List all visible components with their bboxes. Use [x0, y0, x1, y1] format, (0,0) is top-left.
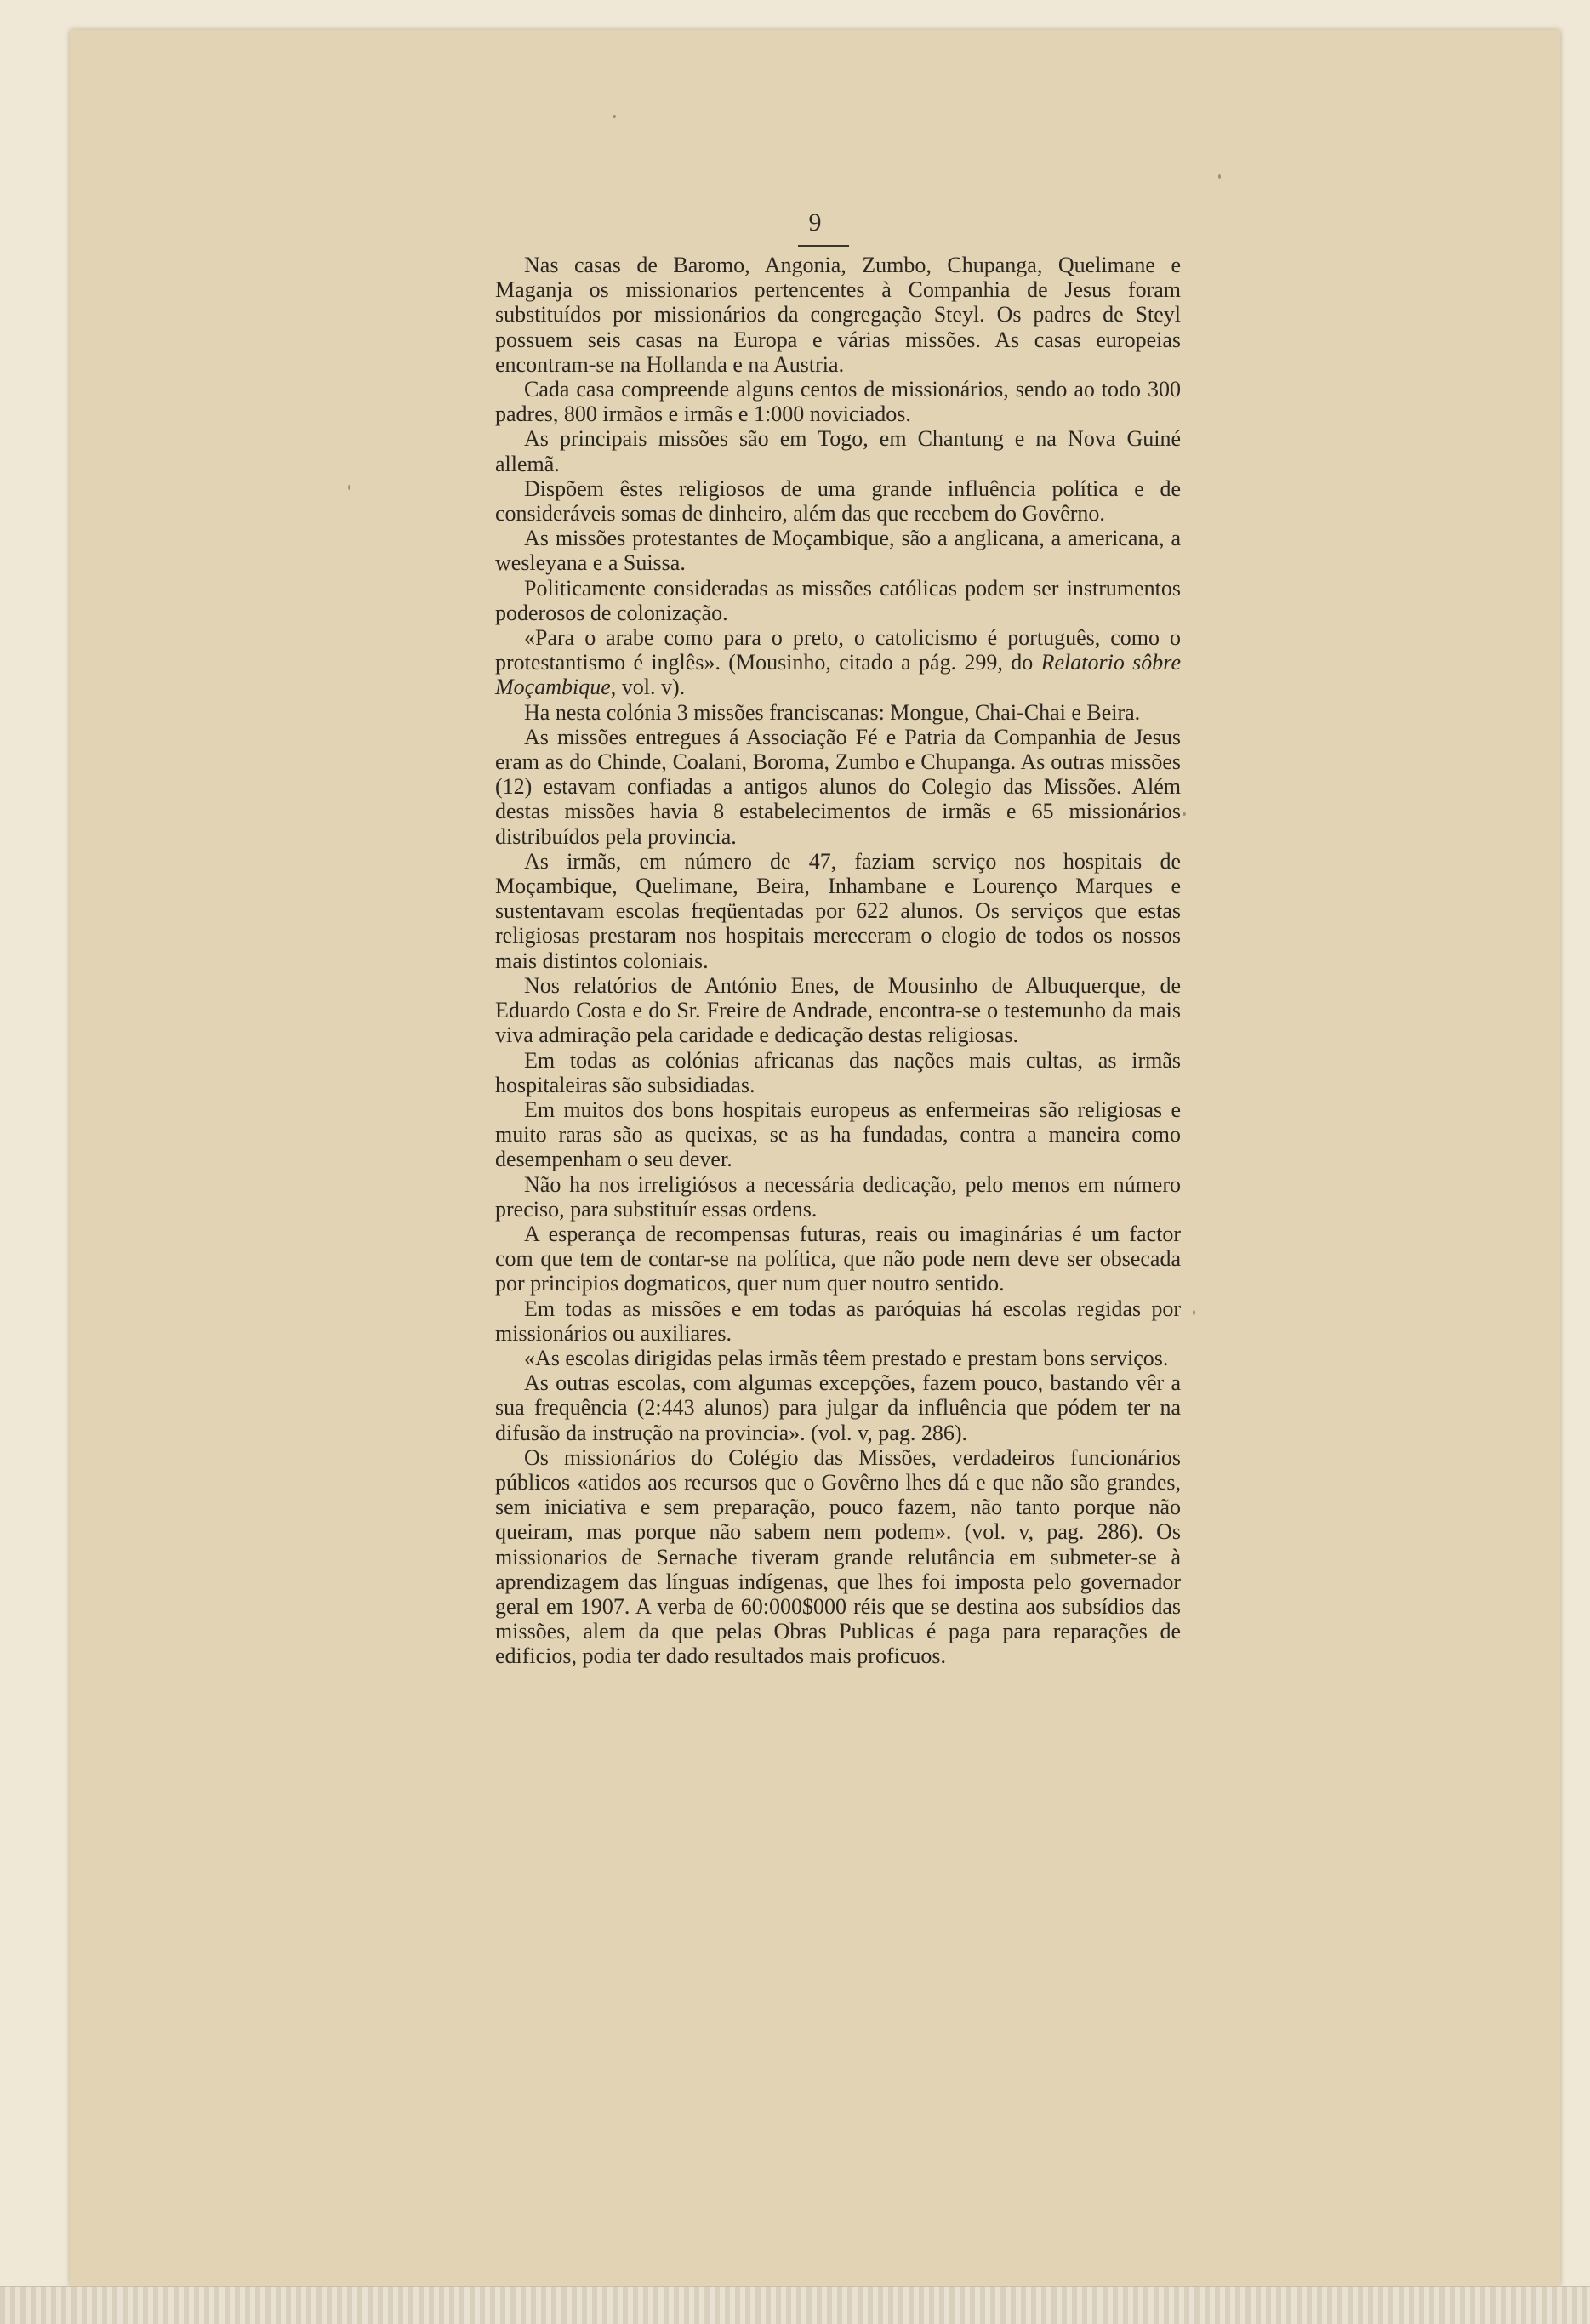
- page-number-rule: [798, 245, 849, 247]
- paper-speck: [1193, 1310, 1195, 1315]
- paragraph: As missões entregues á Associação Fé e Patria da Companhia de Jesus eram as do Chinde, Coalani, Boroma, Zumbo e Chupanga. As outras missões (12) estavam confiadas a antigos alunos do Colegio das Missões. Além destas missões havia 8 estabelecimentos de irmãs e 65 missionários distribuídos pela provincia.: [495, 724, 1181, 849]
- paragraph: As outras escolas, com algumas excepções, fazem pouco, bastando vêr a sua frequência (2:443 alunos) para julgar da influência que pódem ter na difusão da instrução na provincia». (vol. v, pag. 286).: [495, 1370, 1181, 1445]
- paper-speck: [613, 115, 616, 118]
- citation-text-after: , vol. v).: [610, 675, 686, 700]
- paper-speck: [1218, 174, 1221, 179]
- paragraph: Cada casa compreende alguns centos de missionários, sendo ao todo 300 padres, 800 irmãos e irmãs e 1:000 noviciados.: [495, 377, 1181, 427]
- paragraph: Em muitos dos bons hospitais europeus as enfermeiras são religiosas e muito raras são as queixas, se as ha fundadas, contra a maneira como desempenham o seu dever.: [495, 1096, 1181, 1172]
- citation-text-before: «Para o arabe como para o preto, o catolicismo é português, como o protestantismo é inglês». (Mousinho, citado a pág. 299, do: [495, 625, 1181, 675]
- paragraph: «As escolas dirigidas pelas irmãs têem prestado e prestam bons serviços.: [524, 1345, 1169, 1370]
- paragraph: A esperança de recompensas futuras, reais ou imaginárias é um factor com que tem de contar-se na política, que não pode nem deve ser obsecada por principios dogmaticos, quer num quer noutro sentido.: [495, 1221, 1181, 1296]
- scanner-ruler: [0, 2286, 1590, 2324]
- book-page: [70, 30, 1560, 2286]
- body-text: [495, 253, 1181, 1669]
- paragraph: Em todas as missões e em todas as paróquias há escolas regidas por missionários ou auxiliares.: [495, 1296, 1181, 1346]
- paragraph: Nos relatórios de António Enes, de Mousinho de Albuquerque, de Eduardo Costa e do Sr. Freire de Andrade, encontra-se o testemunho da mais viva admiração pela caridade e dedicação destas religiosas.: [495, 972, 1181, 1048]
- paragraph: Nas casas de Baromo, Angonia, Zumbo, Chupanga, Quelimane e Maganja os missionarios pertencentes à Companhia de Jesus foram substituídos por missionários da congregação Steyl. Os padres de Steyl possuem seis casas na Europa e várias missões. As casas europeias encontram-se na Hollanda e na Austria.: [495, 253, 1181, 377]
- paragraph-with-citation: [495, 625, 1181, 700]
- paragraph: Em todas as colónias africanas das nações mais cultas, as irmãs hospitaleiras são subsidiadas.: [495, 1047, 1181, 1097]
- paper-speck: [348, 485, 350, 490]
- paragraph: As irmãs, em número de 47, faziam serviço nos hospitais de Moçambique, Quelimane, Beira, Inhambane e Lourenço Marques e sustentavam escolas freqüentadas por 622 alunos. Os serviços que estas religiosas prestaram nos hospitais mereceram o elogio de todos os nossos mais distintos coloniais.: [495, 848, 1181, 973]
- page-number: 9: [808, 208, 822, 236]
- paragraph: As principais missões são em Togo, em Chantung e na Nova Guiné allemã.: [495, 426, 1181, 476]
- paragraph: Não ha nos irreligiósos a necessária dedicação, pelo menos em número preciso, para substituír essas ordens.: [495, 1171, 1181, 1222]
- paragraph: Politicamente consideradas as missões católicas podem ser instrumentos poderosos de colonização.: [495, 575, 1181, 625]
- paper-speck: [1183, 812, 1186, 816]
- citation-title: Relatorio sôbre Moçambique: [495, 650, 1181, 700]
- paragraph: Dispõem êstes religiosos de uma grande influência política e de consideráveis somas de dinheiro, além das que recebem do Govêrno.: [495, 476, 1181, 527]
- paragraph: Ha nesta colónia 3 missões franciscanas: Mongue, Chai-Chai e Beira.: [524, 699, 1141, 725]
- paragraph: Os missionários do Colégio das Missões, verdadeiros funcionários públicos «atidos aos recursos que o Govêrno lhes dá e que não são grandes, sem iniciativa e sem preparação, pouco fazem, não tanto porque não queiram, mas porque não sabem nem podem». (vol. v, pag. 286). Os missionarios de Sernache tiveram grande relutância em submeter-se à aprendizagem das línguas indígenas, que lhes foi imposta pelo governador geral em 1907. A verba de 60:000$000 réis que se destina aos subsídios das missões, alem da que pelas Obras Publicas é paga para reparações de edificios, podia ter dado resultados mais proficuos.: [495, 1444, 1181, 1669]
- paragraph: As missões protestantes de Moçambique, são a anglicana, a americana, a wesleyana e a Suissa.: [495, 526, 1181, 576]
